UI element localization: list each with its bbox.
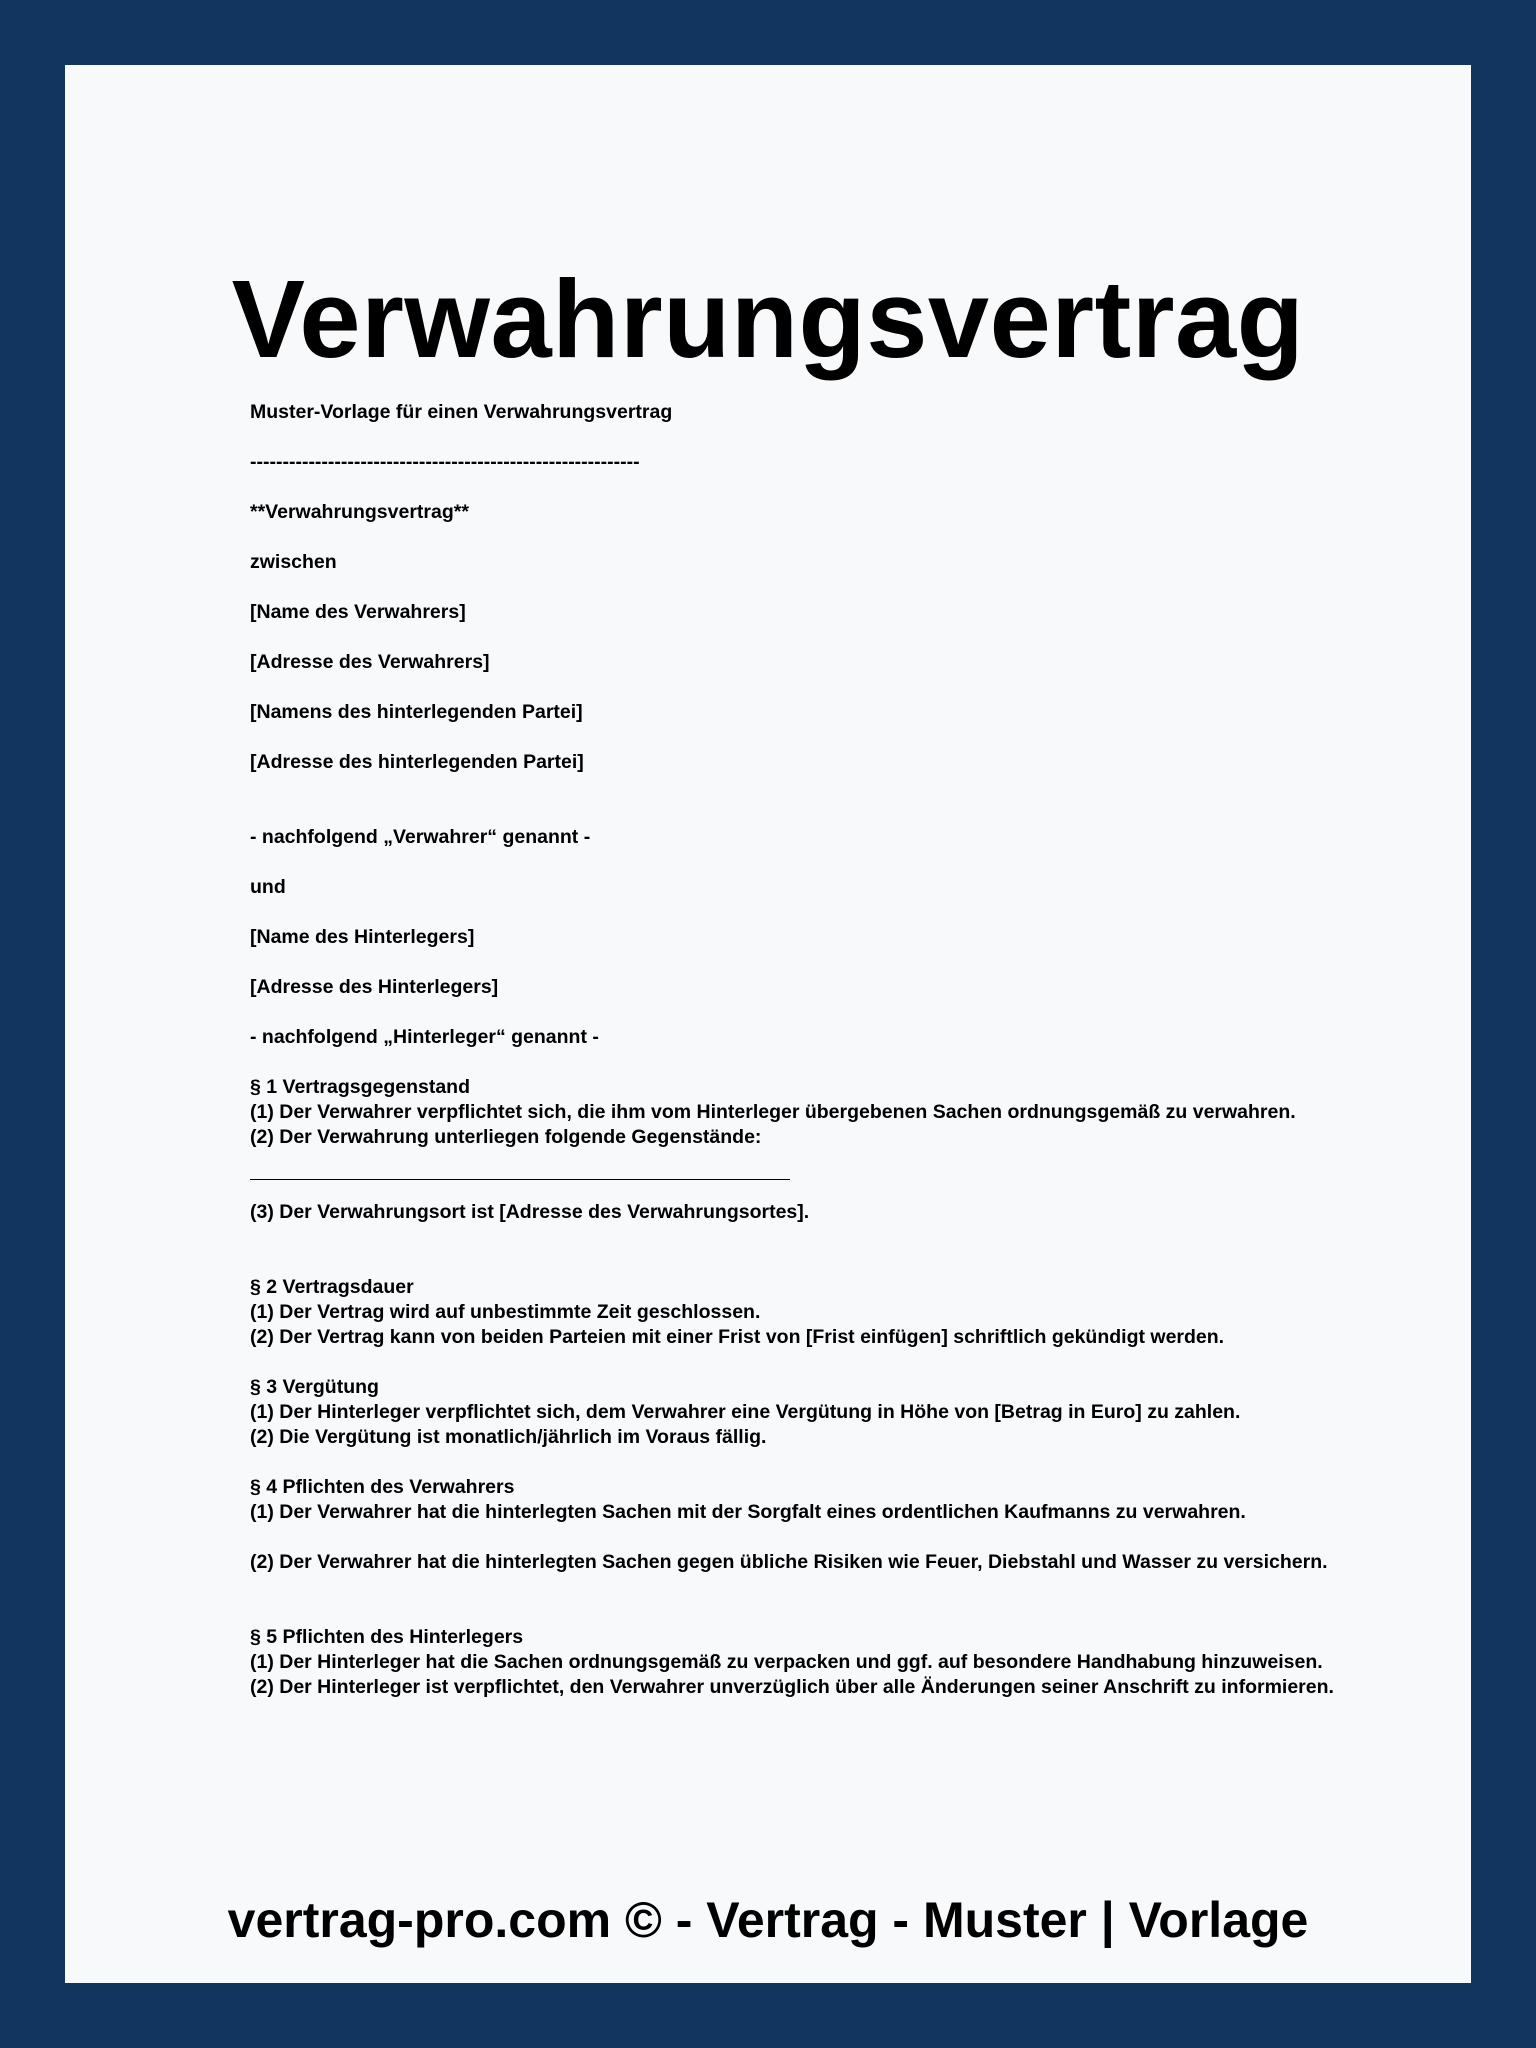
and-label: und xyxy=(250,876,286,898)
section-3 xyxy=(250,1375,1350,1450)
divider-line: ------------------------------------------------------------ xyxy=(250,451,640,473)
custodian-name-placeholder: [Name des Verwahrers] xyxy=(250,601,466,623)
section-paragraph: (2) Der Hinterleger ist verpflichtet, den Verwahrer unverzüglich über alle Änderungen seiner Anschrift zu informieren. xyxy=(250,1676,1334,1698)
document-page xyxy=(65,65,1471,1983)
section-heading: § 2 Vertragsdauer xyxy=(250,1276,414,1298)
depositing-party-name-placeholder: [Namens des hinterlegenden Partei] xyxy=(250,701,583,723)
section-paragraph: (2) Der Verwahrer hat die hinterlegten Sachen gegen übliche Risiken wie Feuer, Diebstahl und Wasser zu versichern. xyxy=(250,1551,1328,1573)
section-heading: § 3 Vergütung xyxy=(250,1376,379,1398)
section-paragraph: (1) Der Hinterleger verpflichtet sich, dem Verwahrer eine Vergütung in Höhe von [Betrag in Euro] zu zahlen. xyxy=(250,1401,1241,1423)
footer-credit: vertrag-pro.com © - Vertrag - Muster | Vorlage xyxy=(227,1892,1309,1948)
depositor-name-placeholder: [Name des Hinterlegers] xyxy=(250,926,475,948)
section-2 xyxy=(250,1275,1350,1350)
between-label: zwischen xyxy=(250,551,337,573)
section-paragraph: (3) Der Verwahrungsort ist [Adresse des Verwahrungsortes]. xyxy=(250,1201,810,1223)
section-1 xyxy=(250,1075,1350,1225)
section-paragraph: (1) Der Vertrag wird auf unbestimmte Zeit geschlossen. xyxy=(250,1301,761,1323)
contract-heading: **Verwahrungsvertrag** xyxy=(250,501,469,523)
section-paragraph: (2) Die Vergütung ist monatlich/jährlich im Voraus fällig. xyxy=(250,1426,767,1448)
section-heading: § 5 Pflichten des Hinterlegers xyxy=(250,1626,524,1648)
depositor-designation: - nachfolgend „Hinterleger“ genannt - xyxy=(250,1026,599,1048)
section-heading: § 4 Pflichten des Verwahrers xyxy=(250,1476,515,1498)
custodian-designation: - nachfolgend „Verwahrer“ genannt - xyxy=(250,826,591,848)
section-paragraph: (2) Der Verwahrung unterliegen folgende Gegenstände: xyxy=(250,1126,762,1148)
section-heading: § 1 Vertragsgegenstand xyxy=(250,1076,471,1098)
section-4 xyxy=(250,1475,1350,1575)
custodian-address-placeholder: [Adresse des Verwahrers] xyxy=(250,651,490,673)
section-paragraph: (2) Der Vertrag kann von beiden Parteien mit einer Frist von [Frist einfügen] schriftlich gekündigt werden. xyxy=(250,1326,1225,1348)
section-paragraph: (1) Der Hinterleger hat die Sachen ordnungsgemäß zu verpacken und ggf. auf besondere Handhabung hinzuweisen. xyxy=(250,1651,1323,1673)
document-title: Verwahrungsvertrag xyxy=(231,258,1305,381)
section-paragraph: (1) Der Verwahrer hat die hinterlegten Sachen mit der Sorgfalt eines ordentlichen Kaufmanns zu verwahren. xyxy=(250,1501,1246,1523)
section-paragraph: (1) Der Verwahrer verpflichtet sich, die ihm vom Hinterleger übergebenen Sachen ordnungsgemäß zu verwahren. xyxy=(250,1101,1296,1123)
section-5 xyxy=(250,1625,1350,1700)
depositor-address-placeholder: [Adresse des Hinterlegers] xyxy=(250,976,499,998)
depositing-party-address-placeholder: [Adresse des hinterlegenden Partei] xyxy=(250,751,584,773)
document-subtitle: Muster-Vorlage für einen Verwahrungsvertrag xyxy=(250,401,673,423)
document-body xyxy=(250,400,1350,1700)
